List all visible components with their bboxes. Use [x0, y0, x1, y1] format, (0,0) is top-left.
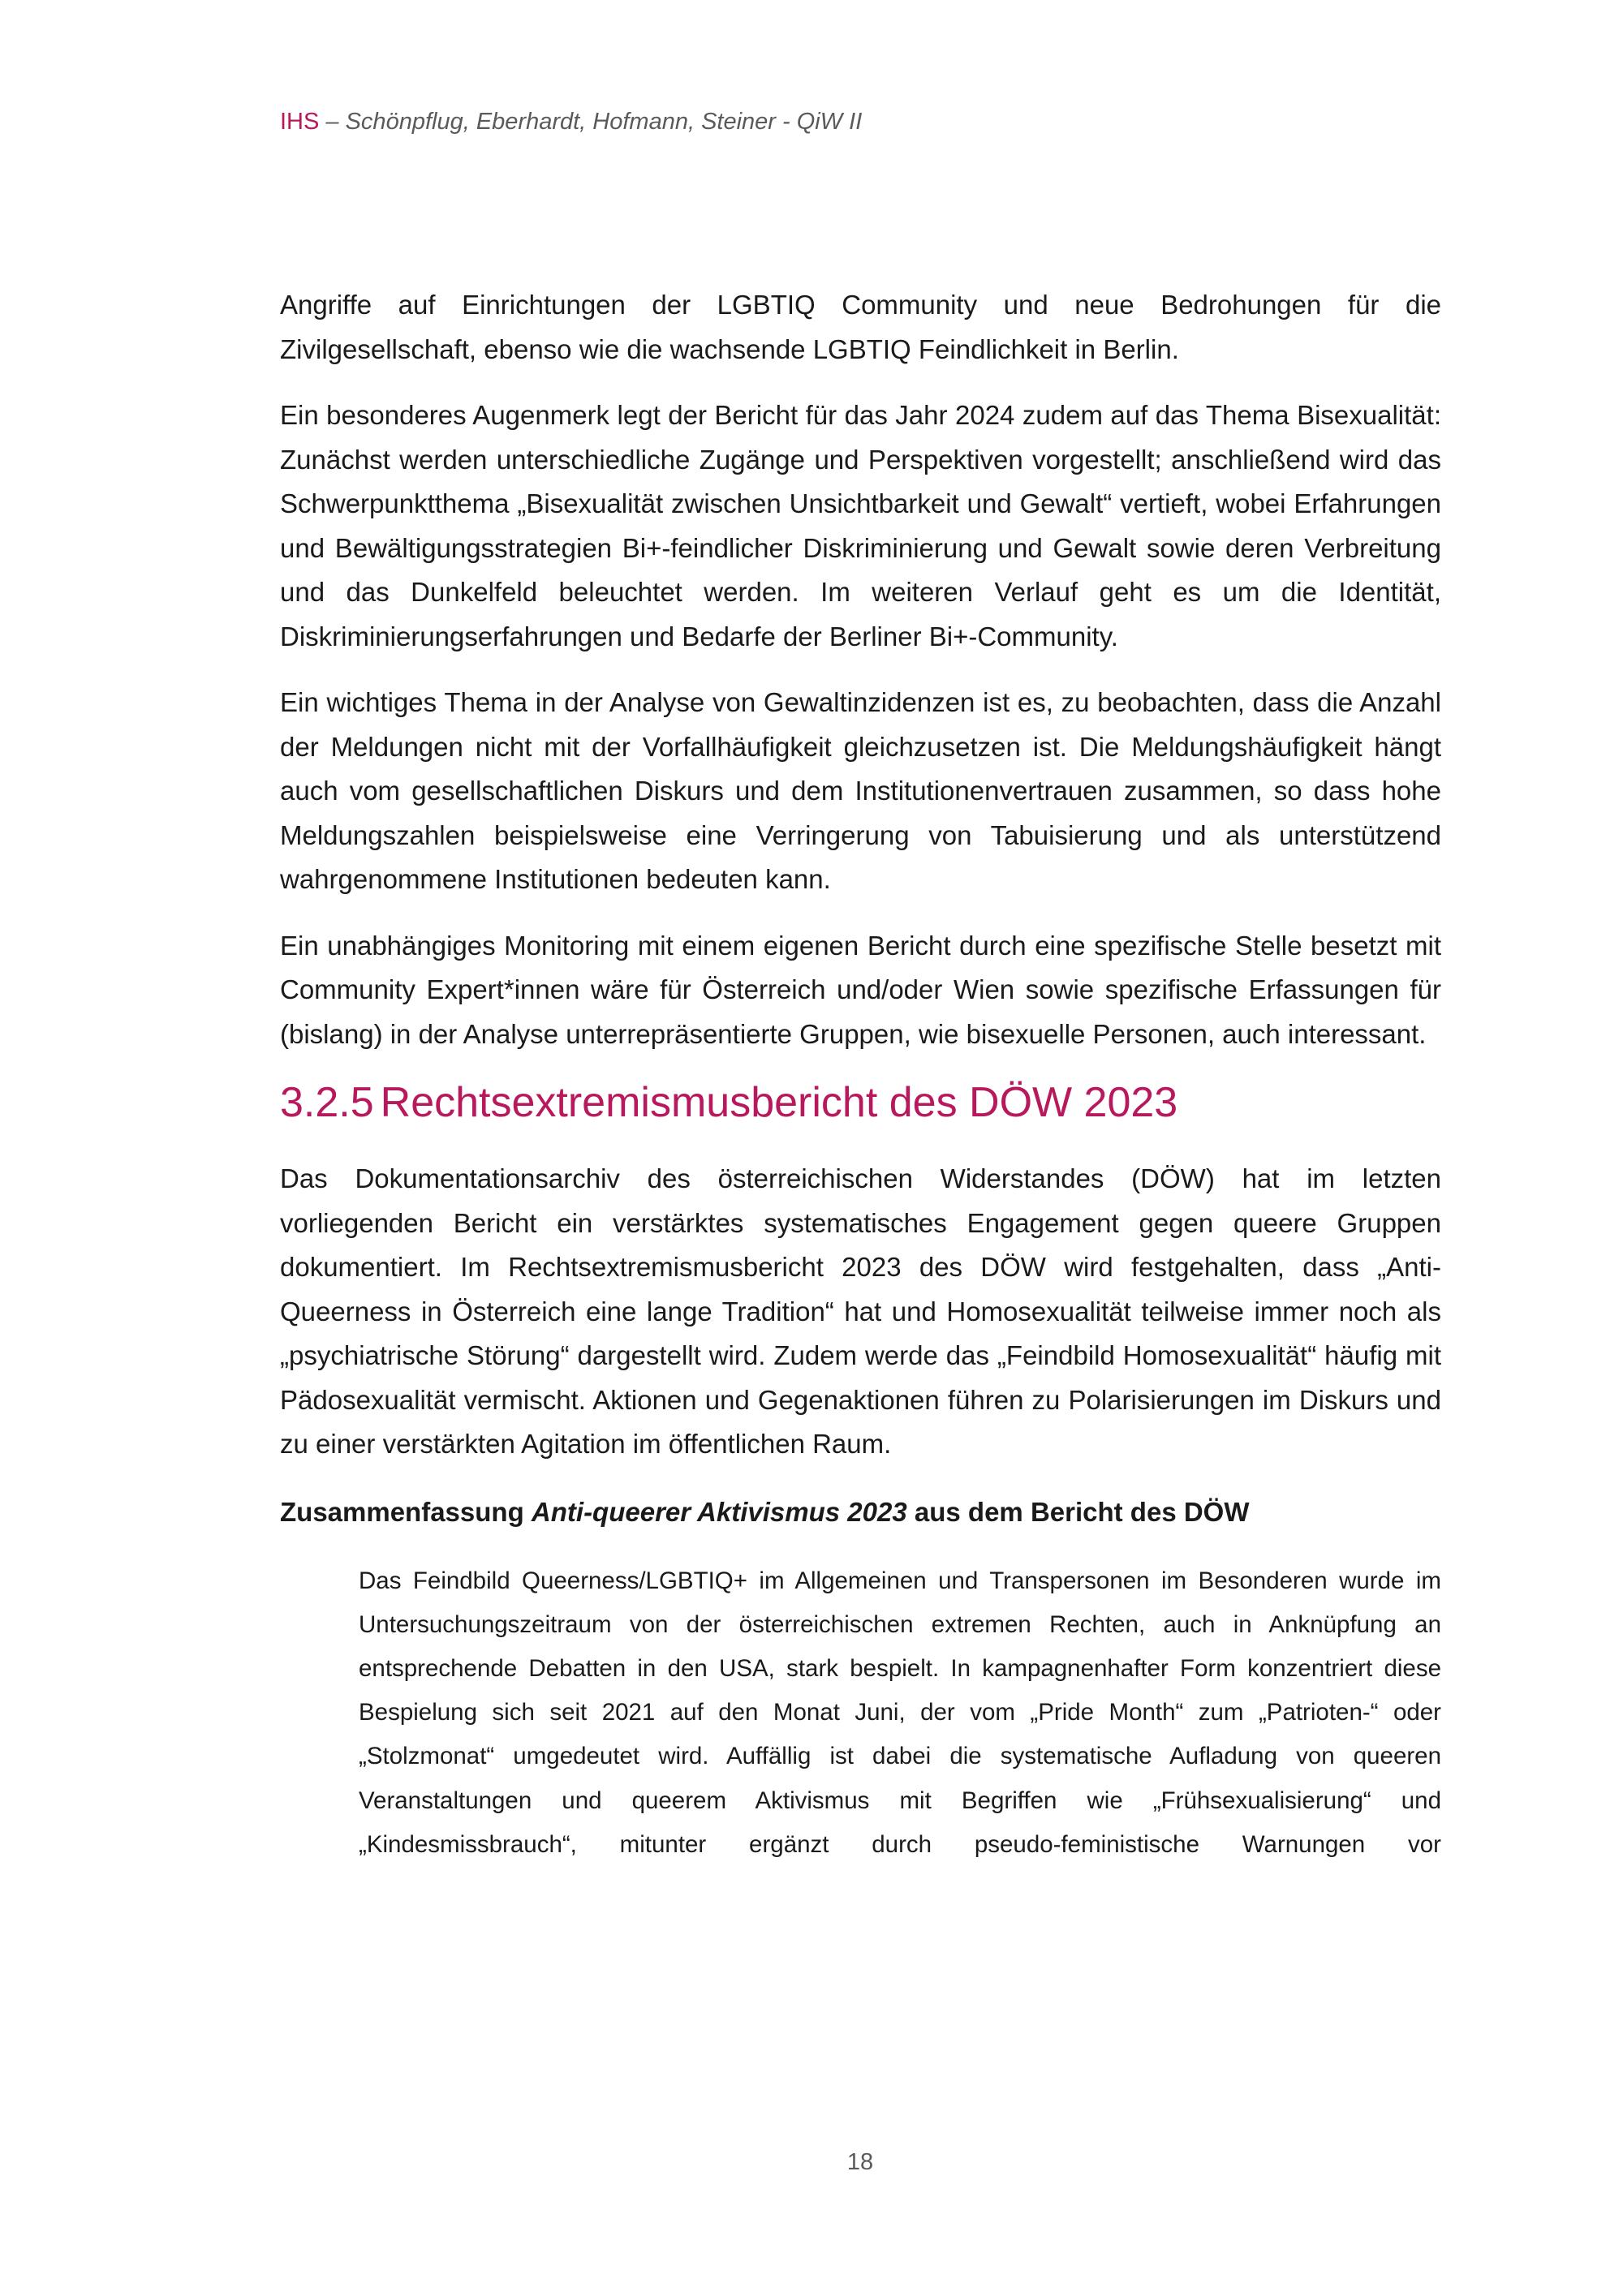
- body-paragraph: Ein besonderes Augenmerk legt der Bericht für das Jahr 2024 zudem auf das Thema Bisexualität: Zunächst werden unterschiedliche Zugänge und Perspektiven vorgestellt; anschließend wird das Schwerpunktthema „Bisexualität zwischen Unsichtbarkeit und Gewalt“ vertieft, wobei Erfahrungen und Bewältigungsstrategien Bi+-feindlicher Diskriminierung und Gewalt sowie deren Verbreitung und das Dunkelfeld beleuchtet werden. Im weiteren Verlauf geht es um die Identität, Diskriminierungserfahrungen und Bedarfe der Berliner Bi+-Community.: [280, 400, 1441, 651]
- running-header: [280, 105, 862, 138]
- body-paragraph: Ein unabhängiges Monitoring mit einem eigenen Bericht durch eine spezifische Stelle besetzt mit Community Expert*innen wäre für Österreich und/oder Wien sowie spezifische Erfassungen für (bislang) in der Analyse unterrepräsentierte Gruppen, wie bisexuelle Personen, auch interessant.: [280, 930, 1441, 1049]
- section-heading: [280, 1078, 1441, 1127]
- page-body: [280, 283, 1441, 1867]
- body-paragraph: Ein wichtiges Thema in der Analyse von Gewaltinzidenzen ist es, zu beobachten, dass die Anzahl der Meldungen nicht mit der Vorfallhäufigkeit gleichzusetzen ist. Die Meldungshäufigkeit hängt auch vom gesellschaftlichen Diskurs und dem Institutionenvertrauen zusammen, so dass hohe Meldungszahlen beispielsweise eine Verringerung von Tabuisierung und als unterstützend wahrgenommene Institutionen bedeuten kann.: [280, 687, 1441, 894]
- section-number: 3.2.5: [280, 1079, 374, 1126]
- summary-heading: [280, 1490, 1441, 1534]
- section-title: Rechtsextremismusbericht des DÖW 2023: [380, 1079, 1178, 1126]
- body-paragraph: Angriffe auf Einrichtungen der LGBTIQ Community und neue Bedrohungen für die Zivilgesellschaft, ebenso wie die wachsende LGBTIQ Feindlichkeit in Berlin.: [280, 290, 1441, 364]
- summary-heading-title: Anti-queerer Aktivismus 2023: [531, 1496, 907, 1527]
- section-paragraph: Das Dokumentationsarchiv des österreichischen Widerstandes (DÖW) hat im letzten vorliegenden Bericht ein verstärktes systematisches Engagement gegen queere Gruppen dokumentiert. Im Rechtsextremismusbericht 2023 des DÖW wird festgehalten, dass „Anti-Queerness in Österreich eine lange Tradition“ hat und Homosexualität teilweise immer noch als „psychiatrische Störung“ dargestellt wird. Zudem werde das „Feindbild Homosexualität“ häufig mit Pädosexualität vermischt. Aktionen und Gegenaktionen führen zu Polarisierungen im Diskurs und zu einer verstärkten Agitation im öffentlichen Raum.: [280, 1163, 1441, 1459]
- page-number: 18: [846, 2149, 874, 2175]
- summary-quote: Das Feindbild Queerness/LGBTIQ+ im Allgemeinen und Transpersonen im Besonderen wurde im Untersuchungszeitraum von der österreichischen extremen Rechten, auch in Anknüpfung an entsprechende Debatten in den USA, stark bespielt. In kampagnenhafter Form konzentriert diese Bespielung sich seit 2021 auf den Monat Juni, der vom „Pride Month“ zum „Patrioten-“ oder „Stolzmonat“ umgedeutet wird. Auffällig ist dabei die systematische Aufladung von queeren Veranstaltungen und queerem Aktivismus mit Begriffen wie „Frühsexualisierung“ und „Kindesmissbrauch“, mitunter ergänzt durch pseudo-feministische Warnungen vor: [359, 1567, 1441, 1858]
- summary-heading-suffix: aus dem Bericht des DÖW: [914, 1496, 1250, 1527]
- header-org: IHS: [280, 109, 320, 135]
- summary-heading-prefix: Zusammenfassung: [280, 1496, 524, 1527]
- header-authors: – Schönpflug, Eberhardt, Hofmann, Steiner - QiW II: [325, 109, 863, 135]
